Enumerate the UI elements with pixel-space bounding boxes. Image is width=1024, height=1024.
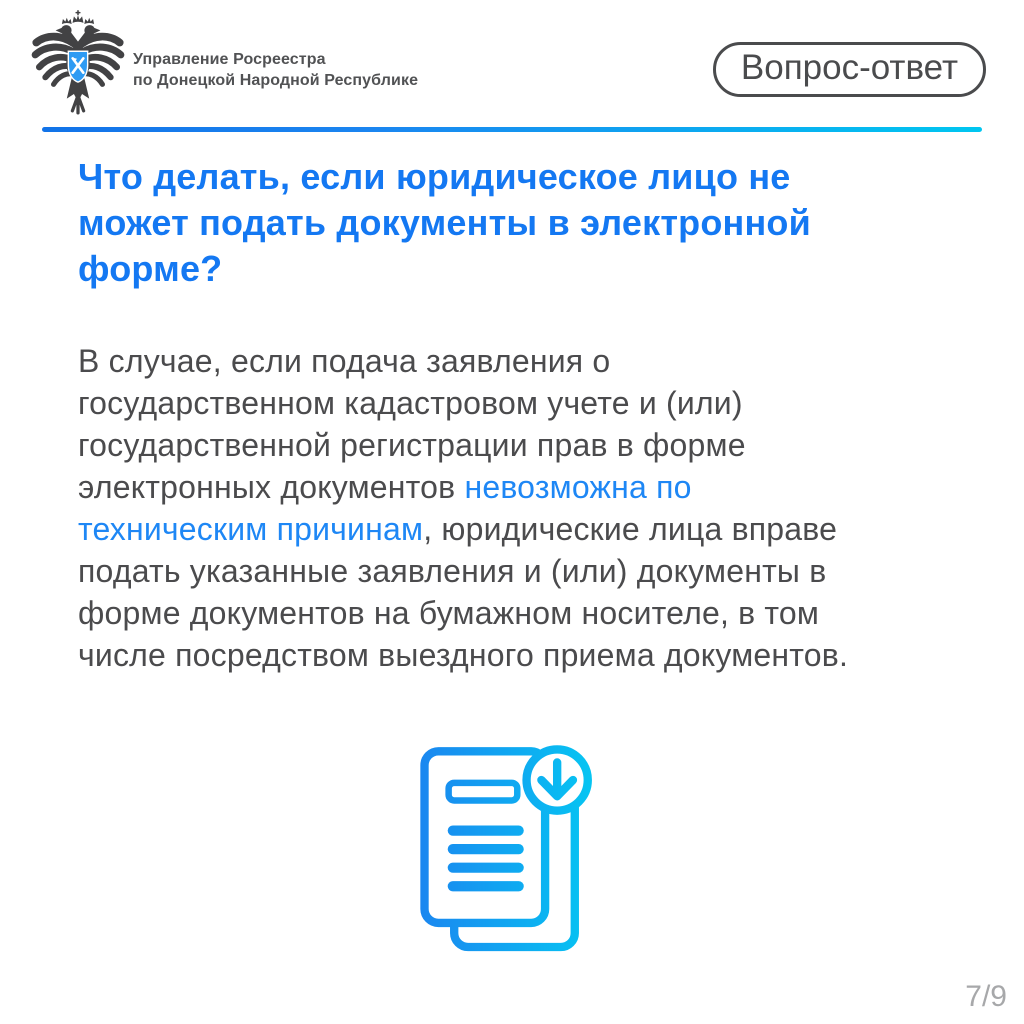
qa-badge-button[interactable] <box>713 42 986 97</box>
answer-line1: В случае, если подача заявления о <box>78 343 611 379</box>
answer-line3: государственной регистрации прав в форме <box>78 427 746 463</box>
answer-line5: , юридические лица вправе <box>423 511 838 547</box>
org-name-line1: Управление Росреестра <box>133 51 326 68</box>
org-name <box>133 49 418 91</box>
answer-line4: электронных документов <box>78 469 465 505</box>
header-divider <box>42 127 982 132</box>
question-title <box>78 154 811 292</box>
doc-text-line <box>448 881 524 891</box>
question-title-line1: Что делать, если юридическое лицо не <box>78 156 791 197</box>
doc-text-line <box>448 825 524 835</box>
answer-highlight-part1: невозможна по <box>464 469 692 505</box>
answer-line8: числе посредством выездного приема документов. <box>78 637 849 673</box>
qa-badge-label: Вопрос-ответ <box>740 48 958 87</box>
rosreestr-eagle-logo-icon <box>26 10 130 118</box>
answer-text <box>78 340 848 676</box>
question-title-line2: может подать документы в электронной <box>78 202 811 243</box>
question-title-line3: форме? <box>78 248 223 289</box>
doc-text-line <box>448 844 524 854</box>
answer-line2: государственном кадастровом учете и (или) <box>78 385 743 421</box>
page-indicator: 7/9 <box>965 980 1007 1013</box>
doc-title-line <box>449 783 518 801</box>
answer-line7: форме документов на бумажном носителе, в том <box>78 595 820 631</box>
answer-line6: подать указанные заявления и (или) документы в <box>78 553 827 589</box>
answer-highlight-part2: техническим причинам <box>78 511 424 547</box>
org-name-line2: по Донецкой Народной Республике <box>133 72 419 89</box>
document-download-icon <box>415 742 601 960</box>
doc-text-line <box>448 863 524 873</box>
